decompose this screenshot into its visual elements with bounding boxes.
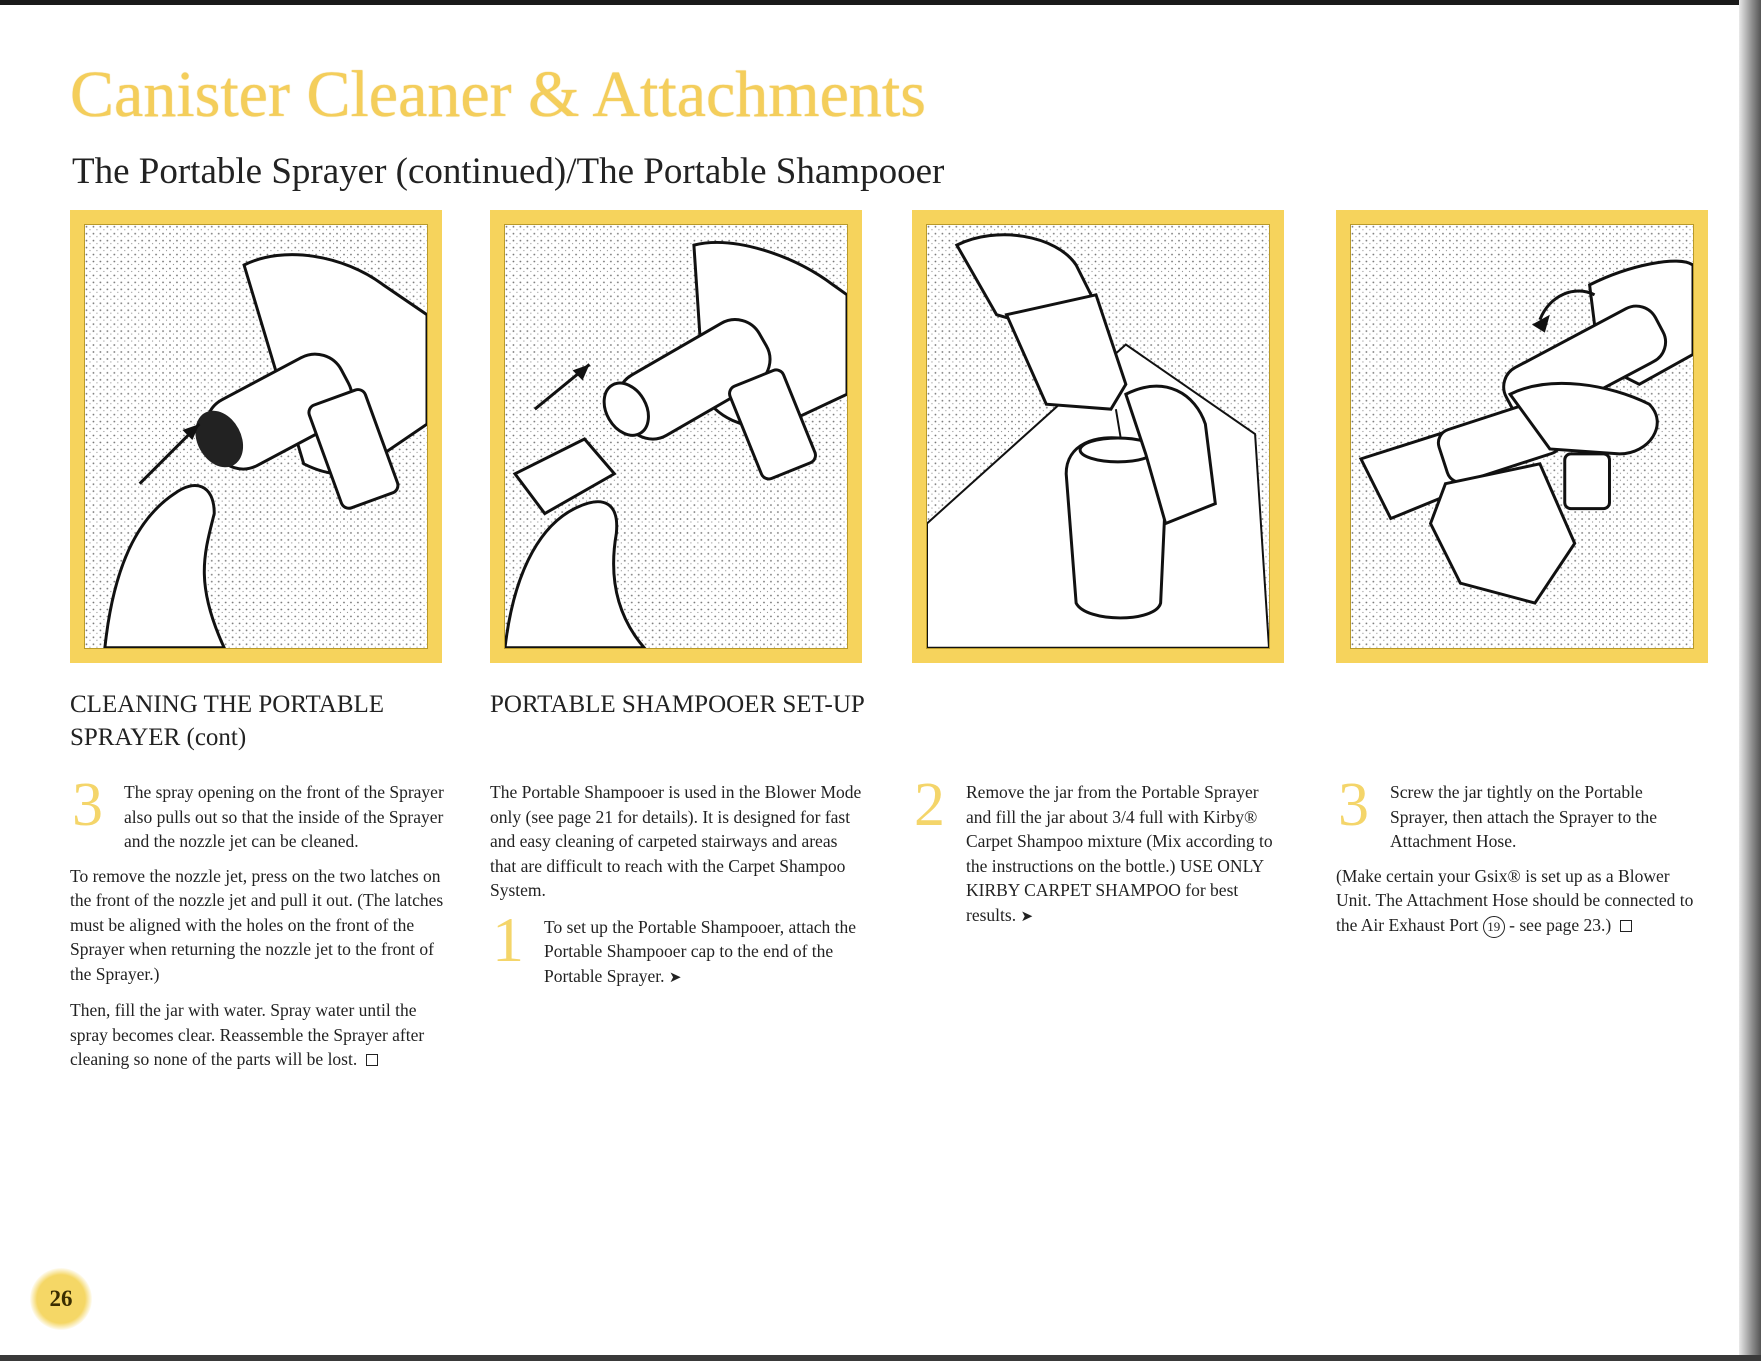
paragraph-fill-jar: Then, fill the jar with water. Spray water until the spray becomes clear. Reassemble the Sprayer after cleaning so none of the parts will be lost. bbox=[70, 1000, 425, 1069]
end-of-section-box-icon bbox=[1620, 920, 1632, 932]
column-screw-jar bbox=[1336, 771, 1696, 950]
port-number-badge: 19 bbox=[1483, 916, 1505, 938]
filling-jar-with-shampoo-icon bbox=[927, 225, 1269, 648]
page-binding-edge bbox=[1739, 0, 1761, 1361]
continue-arrow-icon: ➤ bbox=[668, 967, 682, 986]
step-1-setup bbox=[490, 903, 865, 990]
step-text: The spray opening on the front of the Sprayer also pulls out so that the inside of the Sprayer and the nozzle jet can be cleaned. bbox=[124, 782, 444, 851]
page-title: Canister Cleaner & Attachments bbox=[70, 58, 926, 131]
page-number: 26 bbox=[30, 1268, 92, 1330]
hand-attaching-shampooer-cap-icon bbox=[505, 225, 847, 648]
paragraph-shampooer-intro: The Portable Shampooer is used in the Blower Mode only (see page 21 for details). It is designed for fast and easy cleaning of carpeted stairways and areas that are difficult to reach with the Carpet Shampoo System. bbox=[490, 782, 862, 900]
continue-arrow-icon: ➤ bbox=[1020, 906, 1034, 925]
section-heading-cleaning-sprayer: CLEANING THE PORTABLE SPRAYER (cont) bbox=[70, 691, 385, 751]
step-text: Remove the jar from the Portable Sprayer and fill the jar about 3/4 full with Kirby® Carpet Shampoo mixture (Mix according to the instructions on the bottle.) USE ONLY KIRBY CARPET SHAMPOO for best results. bbox=[966, 782, 1273, 925]
paragraph-blower-note: (Make certain your Gsix® is set up as a Blower Unit. The Attachment Hose should be connected to the Air Exhaust Port 19 - see page 23.) bbox=[1336, 864, 1696, 938]
step-text: Screw the jar tightly on the Portable Sprayer, then attach the Sprayer to the Attachment Hose. bbox=[1390, 782, 1658, 851]
illustration-panel-2 bbox=[490, 210, 862, 663]
top-edge-rule bbox=[0, 0, 1761, 5]
column-cleaning-sprayer bbox=[70, 771, 445, 1084]
step-3-screw-jar bbox=[1336, 771, 1696, 854]
step-number: 1 bbox=[492, 903, 524, 975]
illustration-panel-3 bbox=[912, 210, 1284, 663]
end-of-section-box-icon bbox=[366, 1054, 378, 1066]
bottom-edge-rule bbox=[0, 1355, 1761, 1361]
illustration-panel-4 bbox=[1336, 210, 1708, 663]
section-heading-shampooer-setup: PORTABLE SHAMPOOER SET-UP bbox=[490, 691, 865, 718]
column-fill-jar bbox=[912, 771, 1282, 938]
hand-removing-nozzle-jet-icon bbox=[85, 225, 427, 648]
step-3-cleaning bbox=[70, 771, 445, 854]
paragraph-remove-nozzle-jet: To remove the nozzle jet, press on the two latches on the front of the nozzle jet and pull it out. (The latches must be aligned with the holes on the front of the Sprayer when returning the nozzle jet to the front of the Sprayer.) bbox=[70, 865, 444, 984]
step-text: To set up the Portable Shampooer, attach the Portable Shampooer cap to the end of the Portable Sprayer. bbox=[544, 916, 857, 986]
step-2-fill-jar bbox=[912, 771, 1282, 928]
page-subtitle: The Portable Sprayer (continued)/The Portable Shampooer bbox=[72, 151, 945, 192]
step-number: 3 bbox=[1338, 771, 1369, 839]
column-shampooer-setup bbox=[490, 780, 865, 999]
illustration-panel-1 bbox=[70, 210, 442, 663]
step-number: 3 bbox=[72, 771, 103, 839]
step-number: 2 bbox=[914, 771, 945, 839]
screwing-jar-onto-sprayer-icon bbox=[1351, 225, 1693, 648]
